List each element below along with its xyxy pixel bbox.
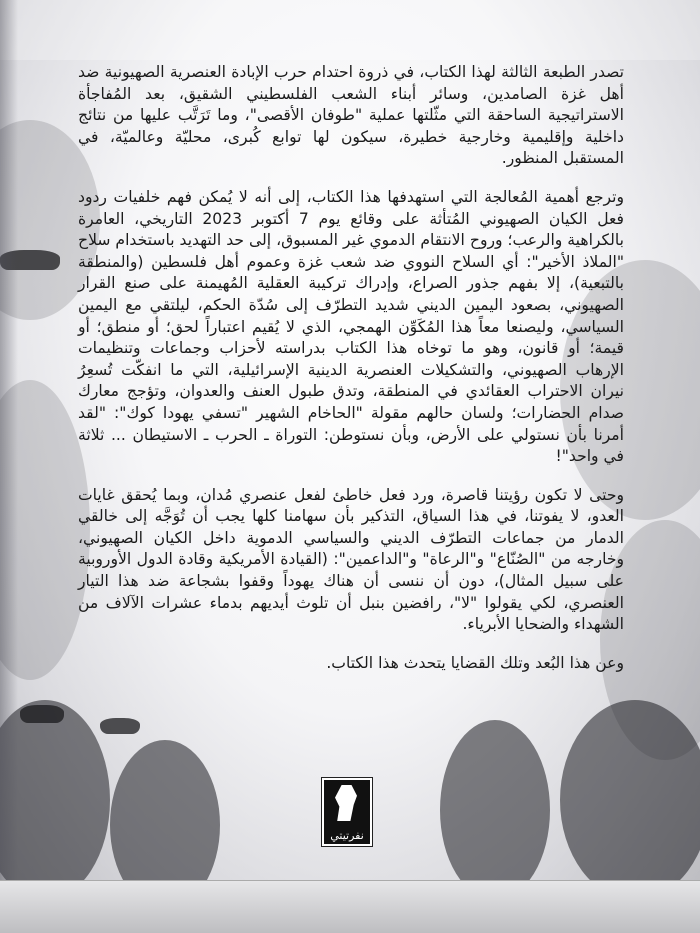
paragraph-perspective: وحتى لا تكون رؤيتنا قاصرة، ورد فعل خاطئ لفعل عنصري مُدان، وبما يُحقق غايات العدو، لا يفوتنا، في هذا السياق، التذكير بأن سهامنا كلها يجب أن تُوَجَّه إلى خالقي الدمار من جماعات التطرّف الديني والسياسي الدموية داخل الكيان الصهيوني، وخارجه من "الصُنّاع" و"الرعاة" و"الداعمين": (القيادة الأمريكية وقادة الدول الأوروبية على سبيل المثال)، دون أن ننسى أن هناك يهوداً وقفوا بشجاعة ضد هذا التيار العنصري، لكي يقولوا "لا"، رافضين بنبل أن تلوث أيديهم بدماء عشرات الآلاف من الشهداء والضحايا الأبرياء. [78,485,624,634]
publisher-logo [322,778,372,846]
background-hat [100,718,140,734]
background-figure [440,720,550,900]
spine-shadow [0,0,18,933]
paragraph-importance: وترجع أهمية المُعالجة التي استهدفها هذا الكتاب، إلى أنه لا يُمكن فهم خلفيات ردود فعل الكيان الصهيوني المُتأثة على وقائع يوم 7 أكتوبر 2023 التاريخي، العامرة بالكراهية والرعب؛ وروح الانتقام الدموي غير المسبوق، إلى حد التهديد باستخدام سلاح "الملاذ الأخير": أي السلاح النووي ضد شعب غزة وعموم أهل فلسطين (والمنطقة بالتبعية)، إلا بفهم جذور الصراع، وإدراك تركيبة العقلية المُهيمنة على صنع القرار الصهيوني، بصعود اليمين الديني شديد التطرّف إلى سُدّة الحكم، ليلتقي مع اليمين السياسي، وليصنعا معاً هذا المُكَوِّن الهمجي، الذي لا يُقيم اعتباراً لحق؛ أو منطق؛ أو قيمة؛ أو قانون، وهو ما توخاه هذا الكتاب بدراسته لأحزاب وجماعات وتنظيمات الإرهاب الصهيوني، والتشكيلات العنصرية الدينية الإسرائيلية، التي ما انفكّت تُسعِرُ نيران الاحتراب العقائدي في المنطقة، وتدق طبول العنف والعدوان، وتؤجج معارك صدام الحضارات؛ ولسان حالهم مقولة "الحاخام الشهير "تسفي يهودا كوك": "لقد أمرنا بأن نستولي على الأرض، وبأن نستوطن: التوراة ـ الحرب ـ الاستيطان ... ثلاثة في واحد"! [78,187,624,466]
paragraph-closing: وعن هذا البُعد وتلك القضايا يتحدث هذا الكتاب. [326,653,624,672]
background-figure [560,700,700,900]
light-band [0,0,700,60]
nefertiti-head-icon [335,785,357,821]
paragraph-intro: تصدر الطبعة الثالثة لهذا الكتاب، في ذروة احتدام حرب الإبادة العنصرية الصهيونية ضد أهل غزة الصامدين، وسائر أبناء الشعب الفلسطيني الشقيق، بعد المُفاجأة الاستراتيجية الساحقة التي مثّلتها عملية "طوفان الأقصى"، وما تَرَتَّب عليها من نتائج داخلية وإقليمية وخارجية خطيرة، سيكون لها توابع كُبرى، محليّة وعالميّة، في المستقبل المنظور. [78,63,624,168]
background-hat [20,705,64,723]
back-cover-text [78,62,624,674]
cover-bottom-edge [0,880,700,933]
publisher-logo-text: نفرتيتي [330,829,364,842]
